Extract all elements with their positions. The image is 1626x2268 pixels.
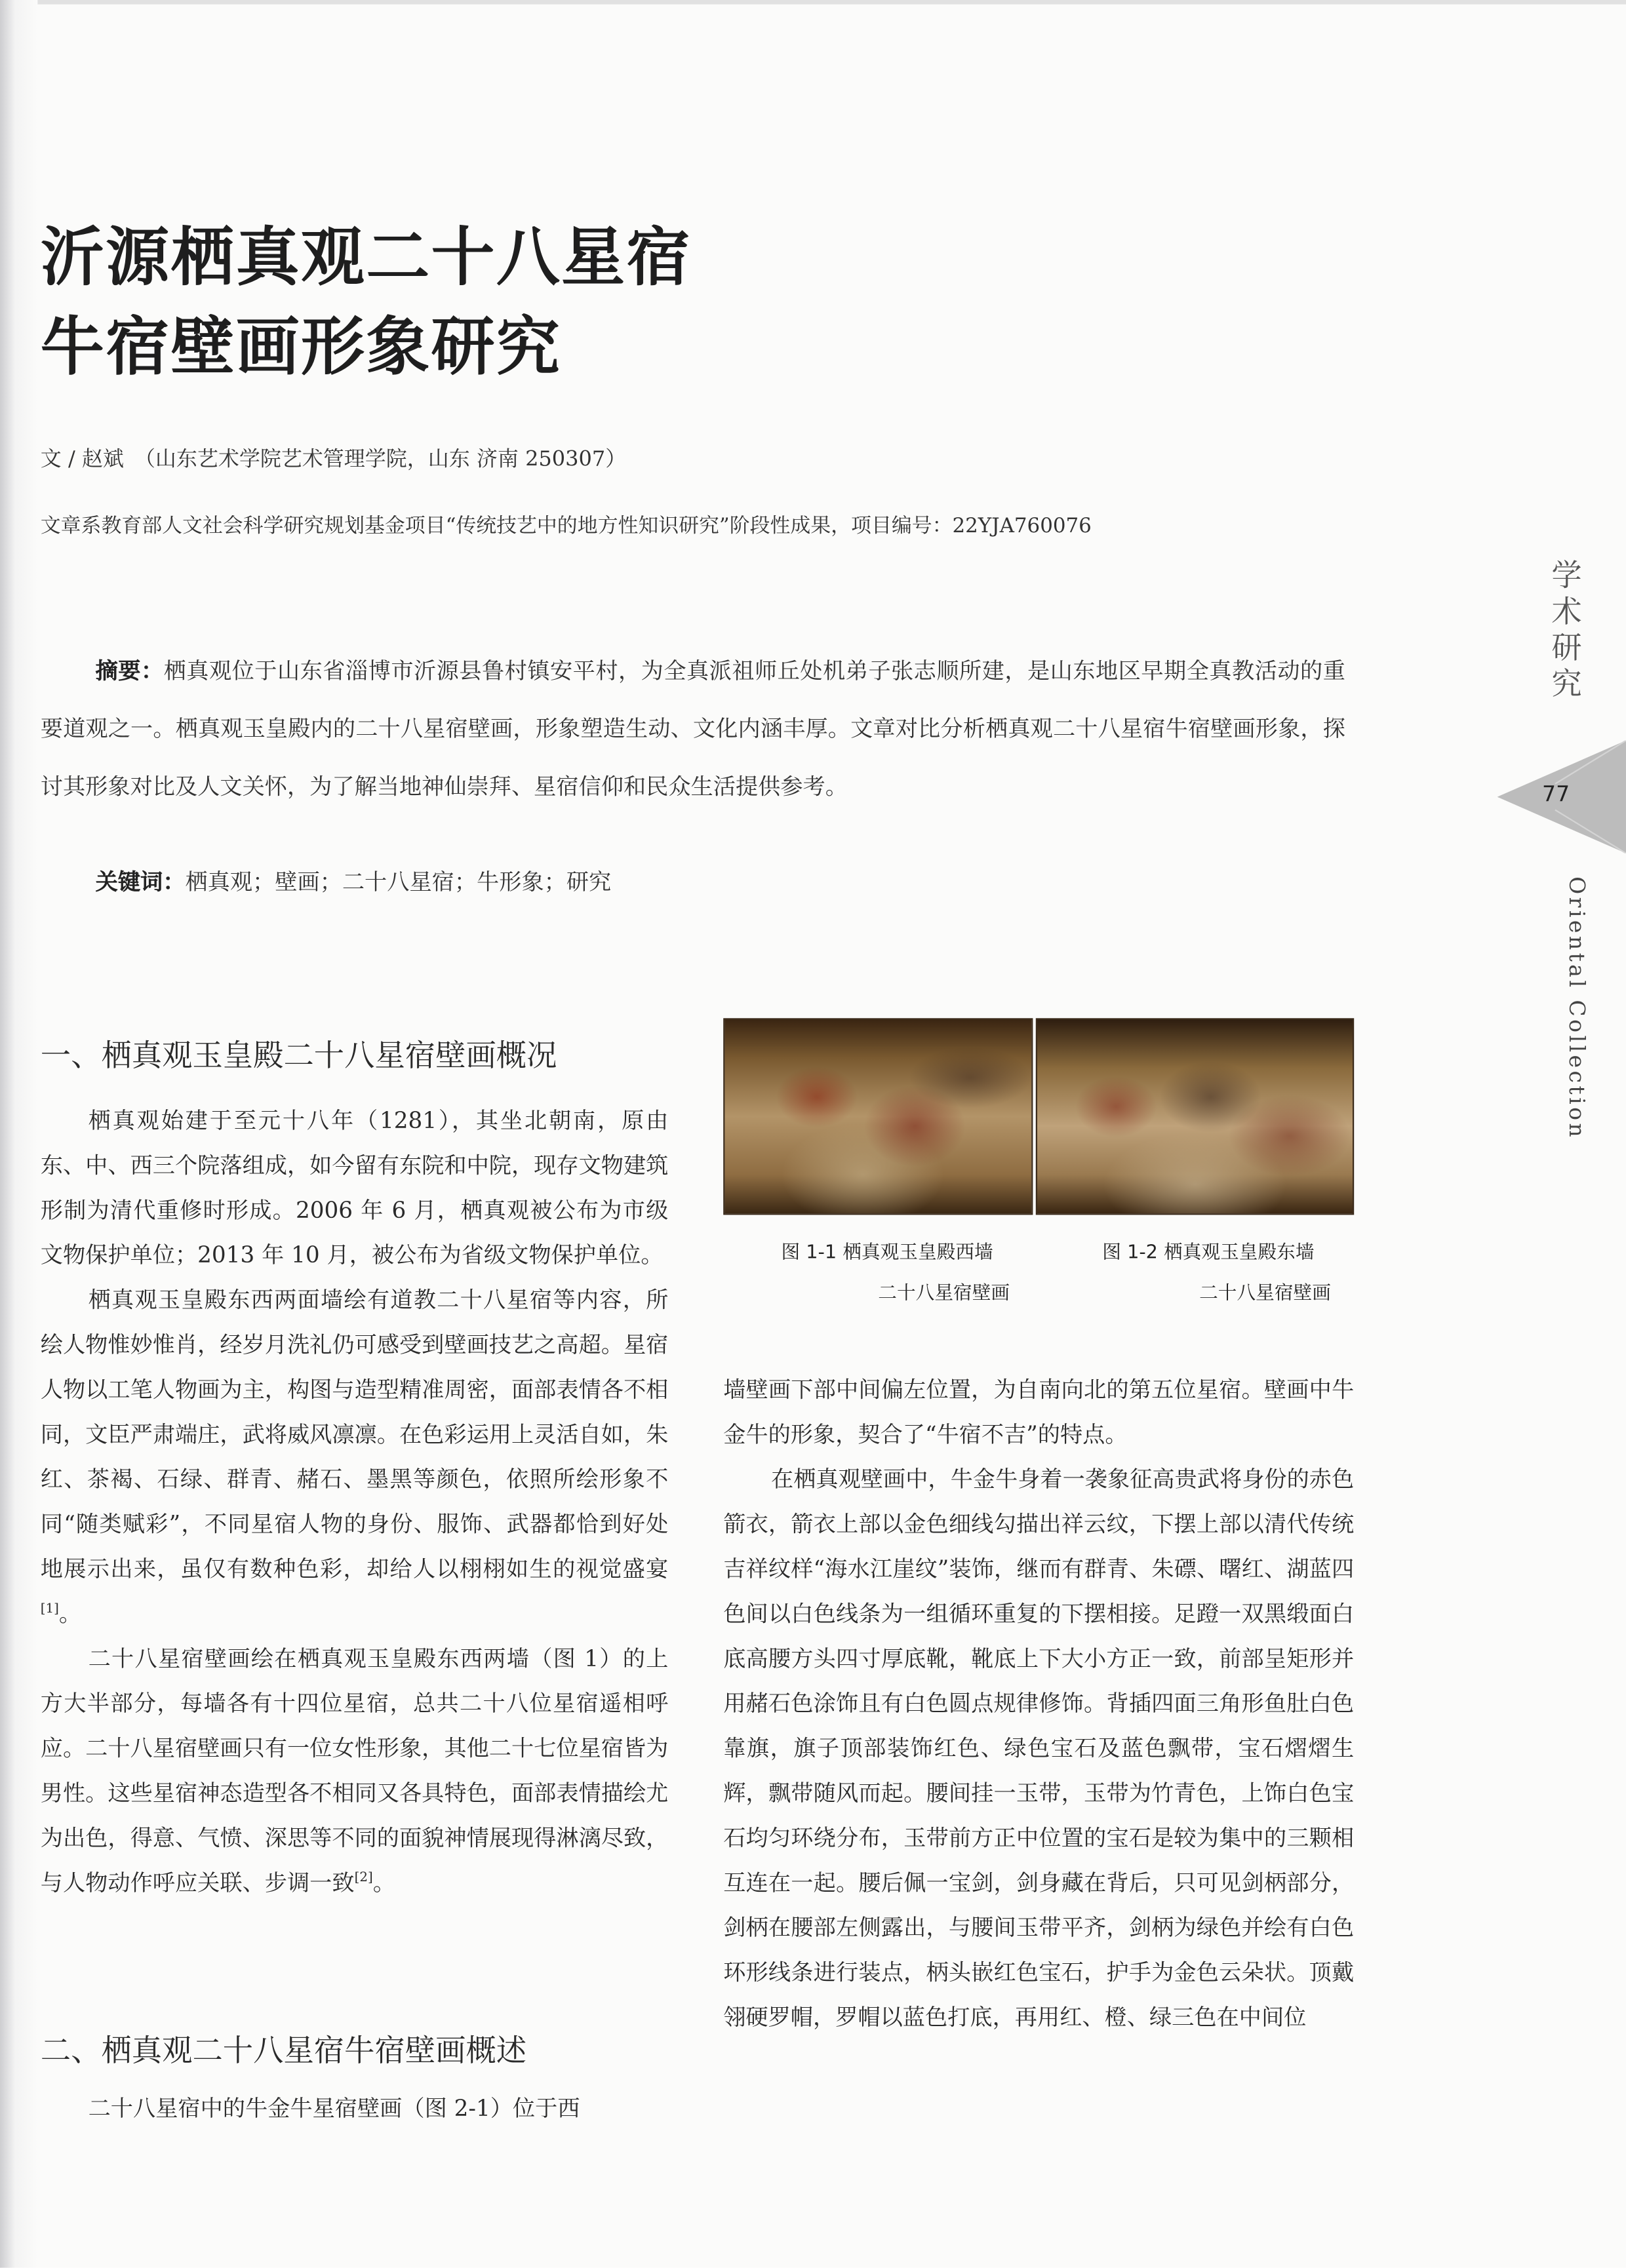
column-char: 术 [1551,594,1582,629]
right-column-text [723,1368,1354,2041]
section-2-heading: 二、栖真观二十八星宿牛宿壁画概述 [40,2033,527,2069]
mural-west-wall-image [723,1018,1033,1215]
paragraph: 二十八星宿中的牛金牛星宿壁画（图 2-1）位于西 [88,2096,580,2122]
author-line: 文 / 赵斌 （山东艺术学院艺术管理学院，山东 济南 250307） [40,448,627,472]
keywords-text: 栖真观；壁画；二十八星宿；牛形象；研究 [185,869,612,895]
paragraph: 栖真观始建于至元十八年（1281），其坐北朝南，原由东、中、西三个院落组成，如今留有东院和中院，现存文物建筑形制为清代重修时形成。2006 年 6 月，栖真观被公布为市级文物保护单位；2013 年 10 月，被公布为省级文物保护单位。 [40,1108,669,1269]
figure-1-1-caption-line2: 二十八星宿壁画 [878,1283,1010,1305]
section-2-text [41,2087,669,2132]
column-name [1545,558,1588,703]
column-char: 学 [1551,558,1582,593]
keywords-label: 关键词： [95,869,186,895]
funding-note: 文章系教育部人文社会科学研究规划基金项目“传统技艺中的地方性知识研究”阶段性成果，项目编号：22YJA760076 [40,515,1092,538]
figure-1-1-caption: 图 1-1 栖真观玉皇殿西墙 [781,1242,993,1264]
abstract-label: 摘要： [95,657,164,684]
punctuation: 。 [372,1869,395,1896]
punctuation: 。 [58,1601,82,1628]
page-number: 77 [1542,781,1570,808]
keywords [96,865,612,897]
paragraph: 在栖真观壁画中，牛金牛身着一袭象征高贵武将身份的赤色箭衣，箭衣上部以金色细线勾描出祥云纹，下摆上部以清代传统吉祥纹样“海水江崖纹”装饰，继而有群青、朱磦、曙红、湖蓝四色间以白色线条为一组循环重复的下摆相接。足蹬一双黑缎面白底高腰方头四寸厚底靴，靴底上下大小方正一致，前部呈矩形并用赭石色涂饰且有白色圆点规律修饰。背插四面三角形鱼肚白色靠旗，旗子顶部装饰红色、绿色宝石及蓝色飘带，宝石熠熠生辉，飘带随风而起。腰间挂一玉带，玉带为竹青色，上饰白色宝石均匀环绕分布，玉带前方正中位置的宝石是较为集中的三颗相互连在一起。腰后佩一宝剑，剑身藏在背后，只可见剑柄部分，剑柄在腰部左侧露出，与腰间玉带平齐，剑柄为绿色并绘有白色环形线条进行装点，柄头嵌红色宝石，护手为金色云朵状。顶戴翎硬罗帽，罗帽以蓝色打底，再用红、橙、绿三色在中间位 [723,1466,1355,2031]
left-column-text [41,1099,669,1906]
paragraph: 墙壁画下部中间偏左位置，为自南向北的第五位星宿。壁画中牛金牛的形象，契合了“牛宿不吉”的特点。 [723,1377,1355,1448]
abstract [41,642,1345,816]
citation-ref: [2] [354,1871,373,1886]
column-char: 研 [1551,630,1582,665]
paragraph-text: 二十八星宿壁画绘在栖真观玉皇殿东西两墙（图 1）的上方大半部分，每墙各有十四位星宿，总共二十八位星宿遥相呼应。二十八星宿壁画只有一位女性形象，其他二十七位星宿皆为男性。这些星宿神态造型各不相同又各具特色，面部表情描绘尤为出色，得意、气愤、深思等不同的面貌神情展现得淋漓尽致，与人物动作呼应关联、步调一致 [40,1645,669,1896]
top-edge [37,0,1626,5]
column-char: 究 [1551,667,1582,702]
section-1-heading: 一、栖真观玉皇殿二十八星宿壁画概况 [40,1038,557,1074]
abstract-text: 栖真观位于山东省淄博市沂源县鲁村镇安平村，为全真派祖师丘处机弟子张志顺所建，是山东地区早期全真教活动的重要道观之一。栖真观玉皇殿内的二十八星宿壁画，形象塑造生动、文化内涵丰厚。文章对比分析栖真观二十八星宿牛宿壁画形象，探讨其形象对比及人文关怀，为了解当地神仙崇拜、星宿信仰和民众生活提供参考。 [40,657,1345,800]
paragraph [41,1637,669,1906]
figure-1-2-caption-line2: 二十八星宿壁画 [1199,1283,1331,1305]
paragraph [41,1278,669,1637]
magazine-name: Oriental Collection [1564,876,1590,1141]
scan-shadow [0,0,37,2268]
title-line-1: 沂源栖真观二十八星宿 [40,221,692,296]
figure-1-2-caption: 图 1-2 栖真观玉皇殿东墙 [1102,1242,1315,1264]
paragraph-text: 栖真观玉皇殿东西两面墙绘有道教二十八星宿等内容，所绘人物惟妙惟肖，经岁月洗礼仍可感受到壁画技艺之高超。星宿人物以工笔人物画为主，构图与造型精准周密，面部表情各不相同，文臣严肃端庄，武将威风凛凛。在色彩运用上灵活自如，朱红、茶褐、石绿、群青、赭石、墨黑等颜色，依照所绘形象不同“随类赋彩”，不同星宿人物的身份、服饰、武器都恰到好处地展示出来，虽仅有数种色彩，却给人以栩栩如生的视觉盛宴 [40,1287,669,1582]
article-title [41,214,966,394]
citation-ref: [1] [40,1602,59,1617]
title-line-2: 牛宿壁画形象研究 [40,311,562,385]
mural-east-wall-image [1036,1018,1354,1215]
